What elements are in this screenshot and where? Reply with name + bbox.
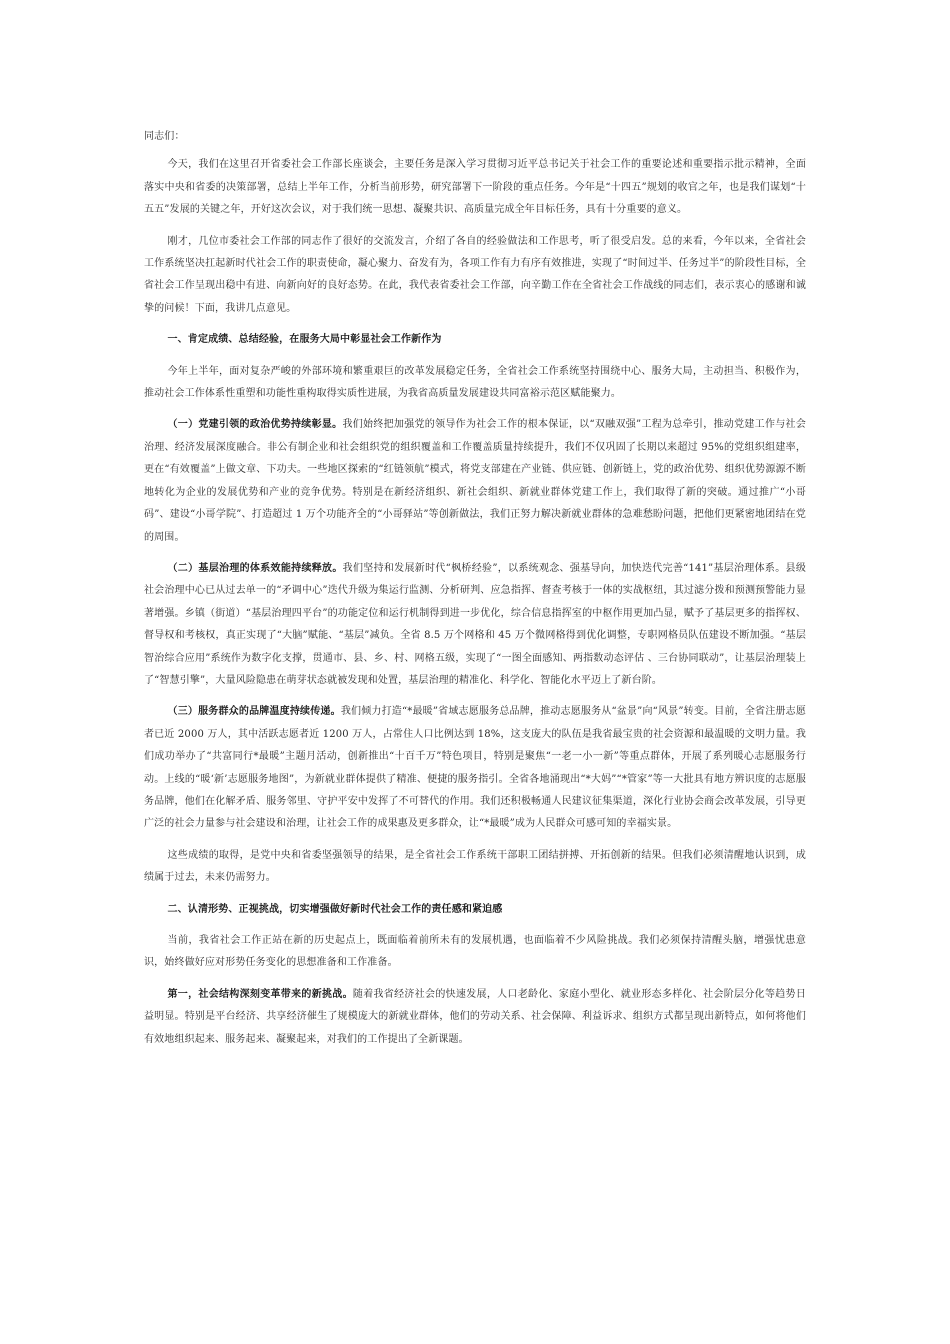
section-1-heading: 一、肯定成绩、总结经验，在服务大局中彰显社会工作新作为 xyxy=(167,334,442,346)
section-2-item-1-lead: 第一，社会结构深刻变革带来的新挑战。 xyxy=(167,988,353,1000)
intro-paragraph-2: 刚才，几位市委社会工作部的同志作了很好的交流发言，介绍了各自的经验做法和工作思考，听了很受启发。总的来看，今年以来，全省社会工作系统坚决扛起新时代社会工作的职责使命，凝心聚力、奋发有为，各项工作有力有序有效推进，实现了“时间过半、任务过半”的阶段性目标，全省社会工作呈现出稳中有进、向新向好的良好态势。在此，我代表省委社会工作部，向辛勤工作在全省社会工作战线的同志们，表示衷心的感谢和诚挚的问候！下面，我讲几点意见。 xyxy=(144,235,806,314)
section-2-item-1 xyxy=(144,984,806,1051)
section-2-item-1-body: 随着我省经济社会的快速发展，人口老龄化、家庭小型化、就业形态多样化、社会阶层分化等趋势日益明显。特别是平台经济、共享经济催生了规模庞大的新就业群体，他们的劳动关系、社会保障、利益诉求、组织方式都呈现出新特点，如何将他们有效地组织起来、服务起来、凝聚起来，对我们的工作提出了全新课题。 xyxy=(144,988,806,1045)
section-1-item-3 xyxy=(144,701,806,835)
section-1-item-3-body: 我们倾力打造“*最暖”省域志愿服务总品牌，推动志愿服务从“盆景”向“风景”转变。目前，全省注册志愿者已近 2000 万人，其中活跃志愿者近 1200 万人，占常住人口比例达到 18%，这支庞大的队伍是我省最宝贵的社会资源和最温暖的文明力量。我们成功举办了“共富同行*最暖”主题月活动，创新推出“十百千万”特色项目，特别是聚焦“一老一小一新”等重点群体，开展了系列暖心志愿服务行动。上线的“暖‘新’志愿服务地图”，为新就业群体提供了精准、便捷的服务指引。全省各地涌现出“*大妈”“*管家”等一大批具有地方辨识度的志愿服务品牌，他们在化解矛盾、服务邻里、守护平安中发挥了不可替代的作用。我们还积极畅通人民建议征集渠道，深化行业协会商会改革发展，引导更广泛的社会力量参与社会建设和治理，让社会工作的成果惠及更多群众，让“*最暖”成为人民群众可感可知的幸福实景。 xyxy=(144,706,806,830)
intro-paragraph-1: 今天，我们在这里召开省委社会工作部长座谈会，主要任务是深入学习贯彻习近平总书记关于社会工作的重要论述和重要指示批示精神，全面落实中央和省委的决策部署，总结上半年工作，分析当前形势，研究部署下一阶段的重点任务。今年是“十四五”规划的收官之年，也是我们谋划“十五五”发展的关键之年，开好这次会议，对于我们统一思想、凝聚共识、高质量完成全年目标任务，具有十分重要的意义。 xyxy=(144,159,806,216)
section-1-item-1-lead: （一）党建引领的政治优势持续彰显。 xyxy=(167,419,343,431)
section-1-item-2-lead: （二）基层治理的体系效能持续释放。 xyxy=(167,562,343,574)
document-body xyxy=(144,126,806,1060)
section-1-item-2-body: 我们坚持和发展新时代“枫桥经验”，以系统观念、强基导向，加快迭代完善“141”基层治理体系。县级社会治理中心已从过去单一的“矛调中心”迭代升级为集运行监测、分析研判、应急指挥、督查考核于一体的实战枢纽，其过滤分拨和预测预警能力显著增强。乡镇（街道）“基层治理四平台”的功能定位和运行机制得到进一步优化，综合信息指挥室的中枢作用更加凸显，赋予了基层更多的指挥权、督导权和考核权，真正实现了“大脑”赋能、“基层”减负。全省 8.5 万个网格和 45 万个微网格得到优化调整，专职网格员队伍建设不断加强。“基层智治综合应用”系统作为数字化支撑，贯通市、县、乡、村、网格五级，实现了“一图全面感知、两指数动态评估 、三台协同联动”，让基层治理装上了“智慧引擎”，大量风险隐患在萌芽状态就被发现和处置，基层治理的精准化、科学化、智能化水平迈上了新台阶。 xyxy=(144,562,806,686)
section-1-intro: 今年上半年，面对复杂严峻的外部环境和繁重艰巨的改革发展稳定任务，全省社会工作系统坚持围绕中心、服务大局，主动担当、积极作为，推动社会工作体系性重塑和功能性重构取得实质性进展，为我省高质量发展建设共同富裕示范区赋能聚力。 xyxy=(144,365,806,400)
section-1-item-2 xyxy=(144,558,806,692)
section-1-closing: 这些成绩的取得，是党中央和省委坚强领导的结果，是全省社会工作系统干部职工团结拼搏、开拓创新的结果。但我们必须清醒地认识到，成绩属于过去，未来仍需努力。 xyxy=(144,849,806,884)
section-2-heading: 二、认清形势、正视挑战，切实增强做好新时代社会工作的责任感和紧迫感 xyxy=(167,903,503,915)
section-1-item-1 xyxy=(144,414,806,548)
greeting: 同志们： xyxy=(144,131,185,142)
section-2-intro: 当前，我省社会工作正站在新的历史起点上，既面临着前所未有的发展机遇，也面临着不少风险挑战。我们必须保持清醒头脑，增强忧患意识，始终做好应对形势任务变化的思想准备和工作准备。 xyxy=(144,935,806,969)
section-1-item-1-body: 我们始终把加强党的领导作为社会工作的根本保证，以“双融双强”工程为总牵引，推动党建工作与社会治理、经济发展深度融合。非公有制企业和社会组织党的组织覆盖和工作覆盖质量持续提升，我们不仅巩固了长期以来超过 95%的党组织组建率，更在“有效覆盖”上做文章、下功夫。一些地区探索的“红链领航”模式，将党支部建在产业链、供应链、创新链上，党的政治优势、组织优势源源不断地转化为企业的发展优势和产业的竞争优势。特别是在新经济组织、新社会组织、新就业群体党建工作上，我们取得了新的突破。通过推广“小哥码”、建设“小哥学院”、打造超过 1 万个功能齐全的“小哥驿站”等创新做法，我们正努力解决新就业群体的急难愁盼问题，把他们更紧密地团结在党的周围。 xyxy=(144,419,806,543)
section-1-item-3-lead: （三）服务群众的品牌温度持续传递。 xyxy=(167,706,341,718)
